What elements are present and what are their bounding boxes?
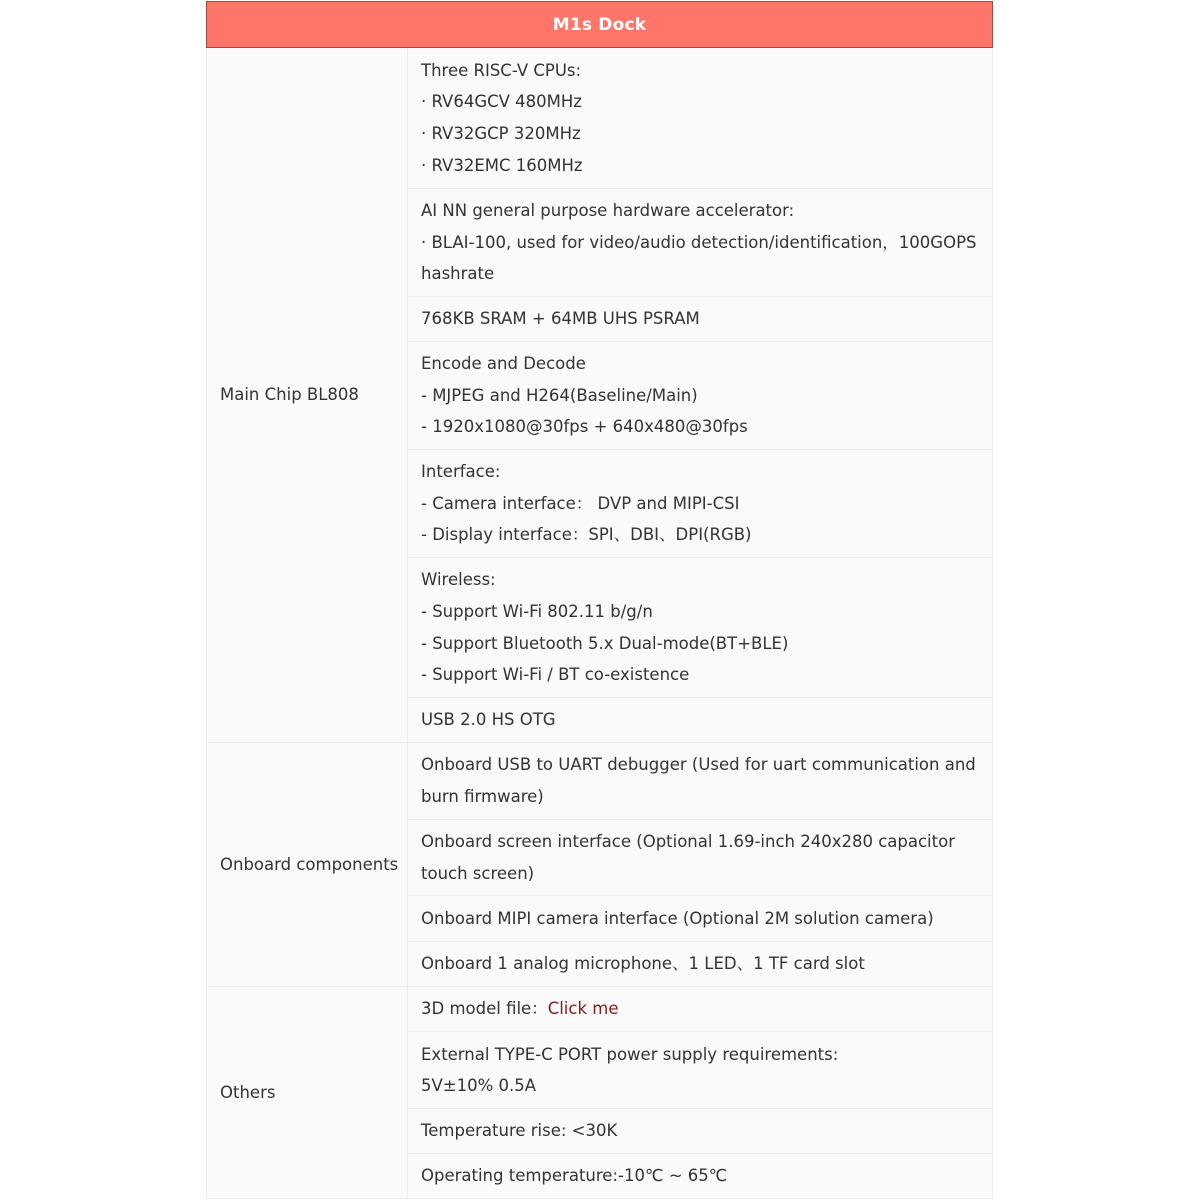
spec-line: Interface: [421,462,501,482]
spec-line: External TYPE-C PORT power supply requirements: [421,1044,839,1064]
click-me-link[interactable]: Click me [547,999,619,1019]
spec-cpus [408,48,993,189]
spec-codec [408,342,993,450]
spec-line: Three RISC-V CPUs: [421,60,582,80]
spec-line: 5V±10% 0.5A [421,1076,537,1096]
spec-line [421,993,979,1025]
spec-line: · RV32EMC 160MHz [421,155,583,175]
spec-power-supply [408,1032,993,1109]
category-onboard-components: Onboard components [207,743,408,987]
spec-line: · RV64GCV 480MHz [421,92,582,112]
spec-3d-model [408,987,993,1032]
spec-line: Onboard 1 analog microphone、1 LED、1 TF card slot [421,954,865,974]
spec-wireless [408,558,993,698]
spec-line: - Camera interface： DVP and MIPI-CSI [421,493,740,513]
spec-line: - 1920x1080@30fps + 640x480@30fps [421,417,748,437]
spec-memory [408,297,993,342]
spec-line: - Support Wi-Fi 802.11 b/g/n [421,601,653,621]
category-others: Others [207,987,408,1199]
spec-line: - Support Wi-Fi / BT co-existence [421,665,690,685]
table-row [207,743,993,820]
spec-line: hashrate [421,264,495,284]
spec-ai-accelerator [408,189,993,297]
spec-uart-debugger [408,743,993,820]
spec-temperature-rise [408,1109,993,1154]
spec-line: touch screen) [421,863,535,883]
spec-screen-interface [408,820,993,896]
spec-operating-temperature [408,1154,993,1199]
spec-usb [408,698,993,743]
spec-table [206,1,993,1199]
spec-line: - MJPEG and H264(Baseline/Main) [421,385,698,405]
spec-line: Onboard USB to UART debugger (Used for uart communication and [421,755,976,775]
table-row [207,987,993,1032]
model-file-label: 3D model file： [421,999,548,1019]
category-main-chip: Main Chip BL808 [207,48,408,743]
table-row [207,48,993,189]
spec-line: - Support Bluetooth 5.x Dual-mode(BT+BLE) [421,633,789,653]
spec-line: USB 2.0 HS OTG [421,710,556,730]
spec-line: Temperature rise: <30K [421,1121,618,1141]
spec-mic-led-tf [408,942,993,987]
spec-camera-interface [408,896,993,942]
spec-line: - Display interface：SPI、DBI、DPI(RGB) [421,525,752,545]
spec-interface [408,450,993,558]
spec-line: · BLAI-100, used for video/audio detection/identification，100GOPS [421,232,977,252]
spec-line: Onboard screen interface (Optional 1.69-inch 240x280 capacitor [421,832,955,851]
spec-line: AI NN general purpose hardware accelerator: [421,201,795,221]
spec-line: · RV32GCP 320MHz [421,124,581,143]
spec-line: Wireless: [421,570,496,590]
spec-line: Onboard MIPI camera interface (Optional 2M solution camera) [421,908,934,928]
table-title: M1s Dock [207,2,993,48]
spec-line: Encode and Decode [421,354,586,374]
spec-line: burn firmware) [421,787,544,806]
spec-line: 768KB SRAM + 64MB UHS PSRAM [421,309,700,329]
spec-line: Operating temperature:-10℃ ~ 65℃ [421,1166,728,1186]
